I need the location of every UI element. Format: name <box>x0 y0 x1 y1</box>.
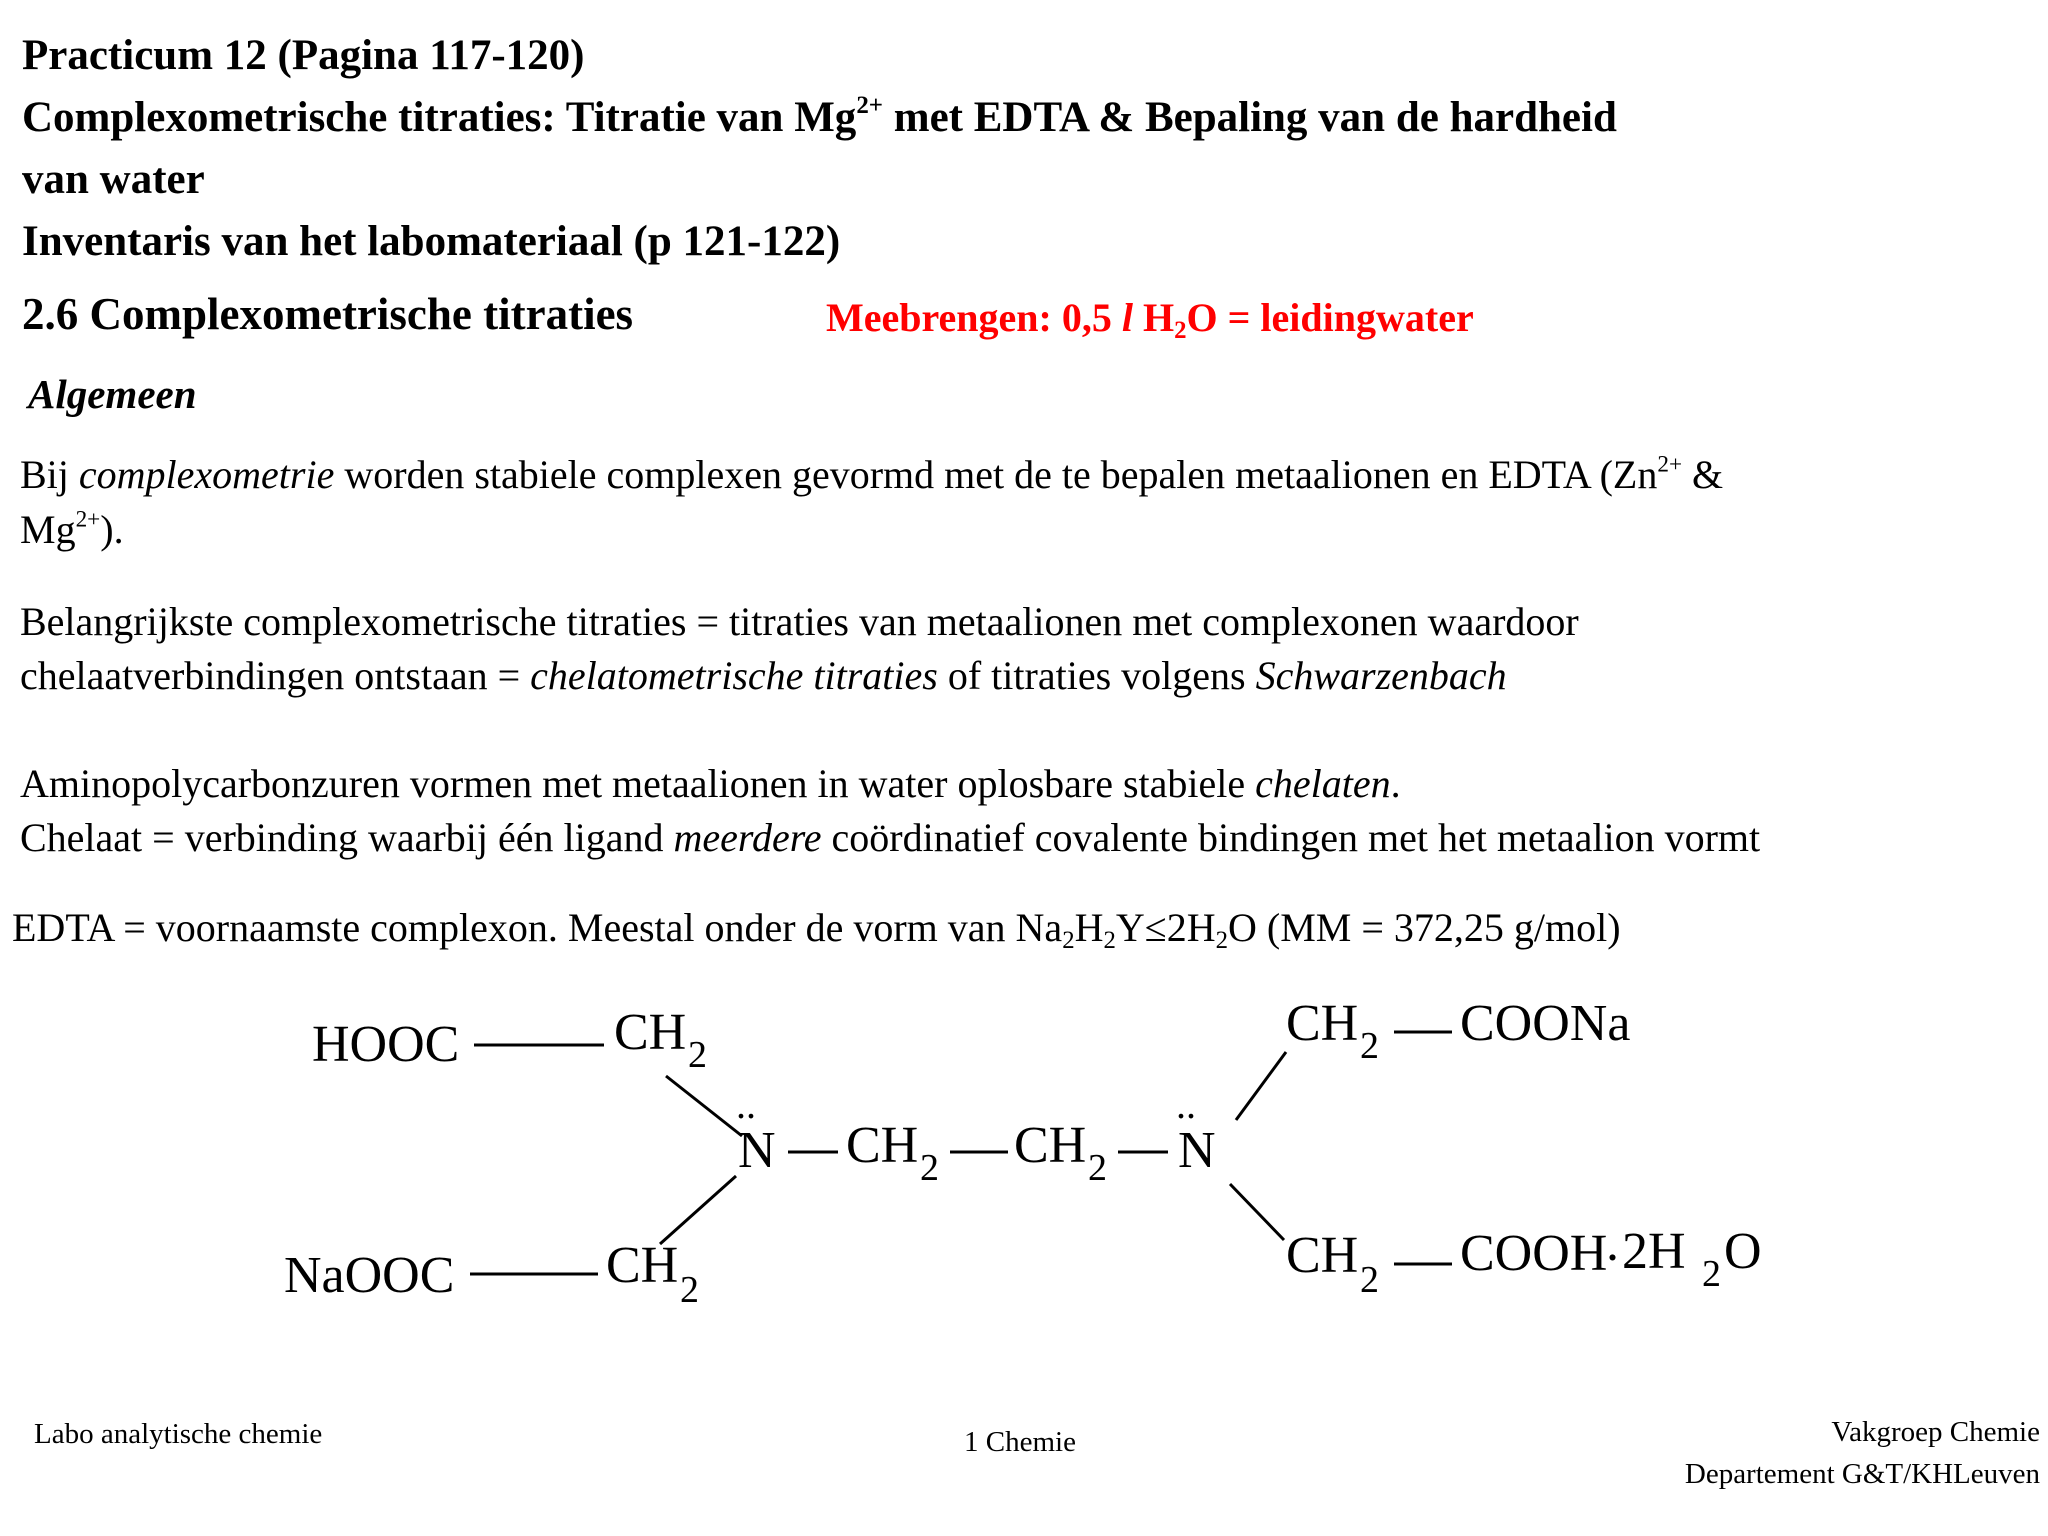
ch2-bottom-left-subscript: 2 <box>680 1269 699 1311</box>
footer-right-line1: Vakgroep Chemie <box>1831 1416 2040 1448</box>
bring-note: Meebrengen: 0,5 l $H_2O$ = leidingwater <box>826 295 1474 344</box>
subsection-title: Algemeen <box>28 371 197 417</box>
paragraph-complexometry-line1: Bij complexometrie worden stabiele complexen gevormd met de te bepalen metaalionen en EDTA ($Zn^{2+}$ & <box>20 451 1724 497</box>
ch2-center-right: CH <box>1014 1117 1087 1174</box>
ch2-top-left-subscript: 2 <box>688 1034 707 1076</box>
coona-group: COONa <box>1460 995 1631 1052</box>
ch2-bottom-left: CH <box>606 1237 679 1294</box>
nitrogen-right: N <box>1178 1122 1216 1179</box>
hooc-group: HOOC <box>312 1016 460 1073</box>
footer-right-line2: Departement G&T/KHLeuven <box>1684 1458 2040 1490</box>
water-oxygen: O <box>1724 1223 1762 1280</box>
hydrate-dot: . <box>1606 1215 1619 1272</box>
lone-pair-left: .. <box>736 1082 756 1127</box>
paragraph-chelates-line1: Aminopolycarbonzuren vormen met metaalionen in water oplosbare stabiele chelaten. <box>20 761 1401 806</box>
ch2-top-left: CH <box>614 1004 687 1061</box>
practicum-title: Practicum 12 (Pagina 117-120) <box>22 32 585 79</box>
ch2-center-right-subscript: 2 <box>1088 1147 1107 1189</box>
ch2-center-left: CH <box>846 1117 919 1174</box>
experiment-title-continued: van water <box>22 156 205 203</box>
experiment-title: Complexometrische titraties: Titratie van $Mg^{2+}$ met EDTA & Bepaling van de hardheid <box>22 92 1617 141</box>
paragraph-chelates-line2: Chelaat = verbinding waarbij één ligand meerdere coördinatief covalente bindingen met het metaalion vormt <box>20 815 1761 860</box>
section-title: 2.6 Complexometrische titraties <box>22 289 634 339</box>
naooc-group: NaOOC <box>284 1247 455 1304</box>
edta-structure-diagram <box>0 990 2048 1350</box>
ch2-center-left-subscript: 2 <box>920 1147 939 1189</box>
ch2-bottom-right-subscript: 2 <box>1360 1259 1379 1301</box>
nitrogen-left: N <box>738 1122 776 1179</box>
ch2-top-right: CH <box>1286 995 1359 1052</box>
paragraph-titrations-line1: Belangrijkste complexometrische titraties = titraties van metaalionen met complexonen waardoor <box>20 599 1579 644</box>
lone-pair-right: .. <box>1176 1082 1196 1127</box>
footer-left: Labo analytische chemie <box>34 1418 323 1450</box>
paragraph-titrations-line2: chelaatverbindingen ontstaan = chelatometrische titraties of titraties volgens Schwarzenbach <box>20 653 1507 698</box>
ch2-bottom-right: CH <box>1286 1227 1359 1284</box>
water-subscript: 2 <box>1702 1253 1721 1295</box>
footer-center: 1 Chemie <box>964 1426 1076 1458</box>
paragraph-edta: EDTA = voornaamste complexon. Meestal onder de vorm van $Na_2H_2Y\le 2H_2O$ (MM = 372,25 g/mol) <box>12 905 1621 954</box>
inventory-title: Inventaris van het labomateriaal (p 121-122) <box>22 218 841 265</box>
water-of-hydration: 2H <box>1622 1223 1686 1280</box>
paragraph-complexometry-line2: $Mg^{2+}$). <box>20 506 124 552</box>
ch2-top-right-subscript: 2 <box>1360 1025 1379 1067</box>
cooh-group: COOH <box>1460 1225 1608 1282</box>
